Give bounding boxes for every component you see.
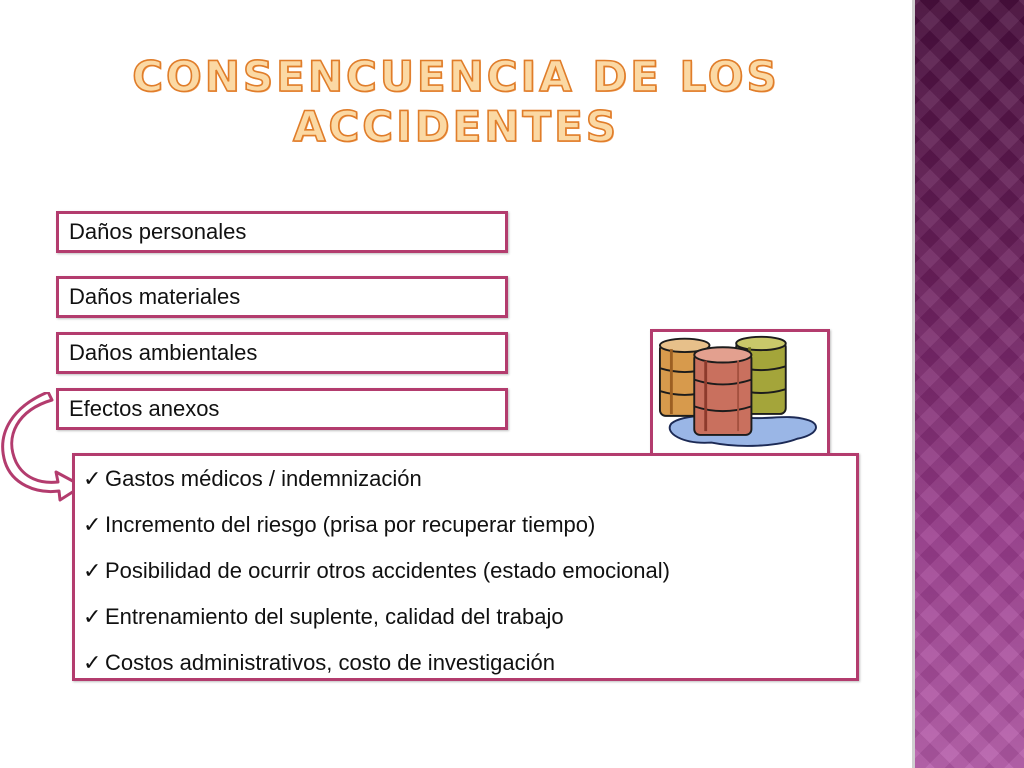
decorative-side-band — [912, 0, 1024, 768]
check-icon: ✓ — [83, 466, 102, 491]
effects-list-box — [72, 453, 859, 681]
category-box-efectos-anexos — [56, 388, 508, 430]
category-label: Efectos anexos — [69, 396, 220, 421]
list-item-label: Costos administrativos, costo de investigación — [105, 650, 555, 675]
check-icon: ✓ — [83, 512, 102, 537]
list-item — [83, 647, 856, 693]
list-item-label: Posibilidad de ocurrir otros accidentes (estado emocional) — [105, 558, 670, 583]
list-item — [83, 463, 856, 509]
list-item-label: Incremento del riesgo (prisa por recuperar tiempo) — [105, 512, 596, 537]
oil-barrels-illustration — [653, 332, 827, 454]
check-icon: ✓ — [83, 604, 102, 629]
category-label: Daños personales — [69, 219, 247, 244]
slide-title: CONSENCUENCIA DE LOS ACCIDENTES — [132, 52, 780, 151]
list-item — [83, 601, 856, 647]
category-label: Daños ambientales — [69, 340, 258, 365]
list-item — [83, 555, 856, 601]
list-item-label: Entrenamiento del suplente, calidad del trabajo — [105, 604, 564, 629]
list-item — [83, 509, 856, 555]
category-box-danos-ambientales — [56, 332, 508, 374]
check-icon: ✓ — [83, 650, 102, 675]
category-label: Daños materiales — [69, 284, 241, 309]
category-box-danos-personales — [56, 211, 508, 253]
check-icon: ✓ — [83, 558, 102, 583]
category-box-danos-materiales — [56, 276, 508, 318]
image-frame — [650, 329, 830, 457]
list-item-label: Gastos médicos / indemnización — [105, 466, 422, 491]
